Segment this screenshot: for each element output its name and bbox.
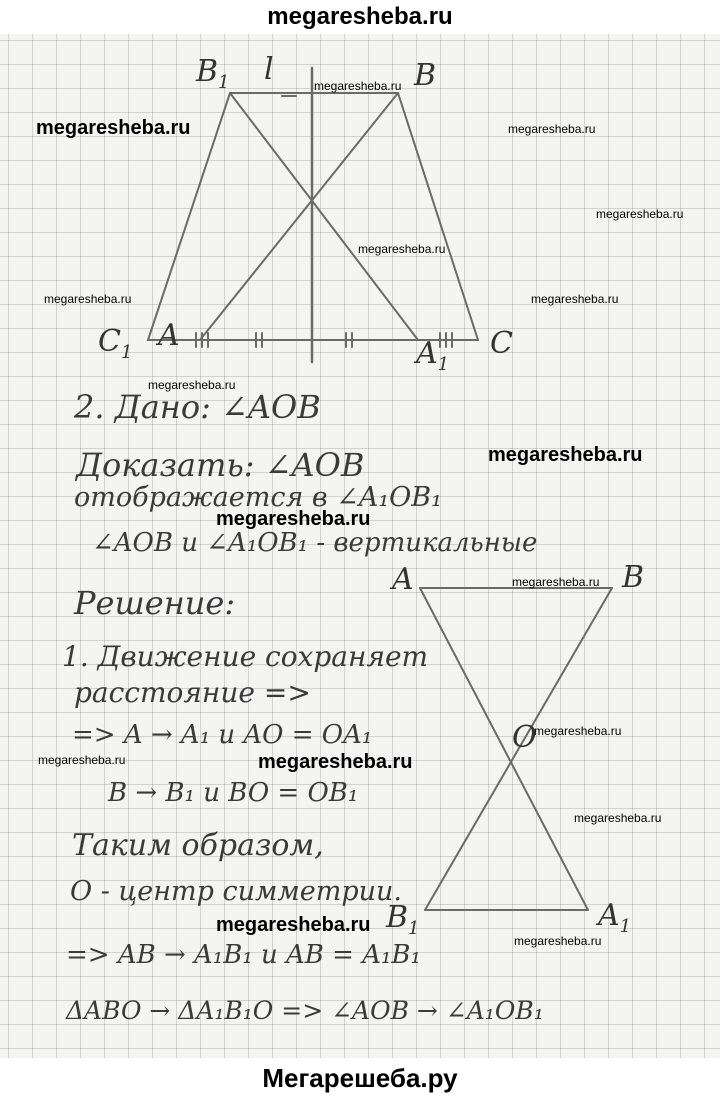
prove-line-2: отображается в ∠A₁OB₁ [74,482,442,513]
segment-b-a [200,93,398,340]
watermark: megaresheba.ru [314,79,402,93]
watermark: megaresheba.ru [512,575,600,589]
watermark: megaresheba.ru [508,122,596,136]
fig2-point-o-label: O [512,720,537,755]
footer-site-name: Мегарешеба.ру [262,1063,458,1093]
header-site-name: megaresheba.ru [267,3,453,30]
step-1a: 1. Движение сохраняет [62,640,429,673]
point-c-label: C [490,326,513,361]
conclusion-1: => AB → A₁B₁ и AB = A₁B₁ [66,940,421,970]
prove-line-1: Доказать: ∠AOB [76,446,365,484]
fig2-point-a-label: A [392,562,414,597]
point-c1-label: $C_1$ [98,324,133,363]
watermark: megaresheba.ru [596,207,684,221]
watermark: megaresheba.ru [38,753,126,767]
watermark: megaresheba.ru [358,242,446,256]
watermark: megaresheba.ru [574,811,662,825]
watermark: megaresheba.ru [258,751,413,773]
watermark: megaresheba.ru [488,444,643,466]
step-1b: расстояние => [74,676,311,709]
watermark: megaresheba.ru [44,292,132,306]
point-a1-label: $A_1$ [416,336,450,375]
fig2-point-a1-label: $A_1$ [598,898,632,937]
site-footer [0,1058,720,1099]
step-1d: B → B₁ и BO = OB₁ [108,778,359,808]
conclusion-2: ΔABO → ΔA₁B₁O => ∠AOB → ∠A₁OB₁ [66,996,544,1025]
segment-b-c [398,93,478,340]
watermark: megaresheba.ru [36,117,191,139]
point-a-label: A [158,318,180,353]
watermark: megaresheba.ru [531,292,619,306]
point-b1-label: $B_1$ [196,54,230,93]
fig2-point-b1-label: $B_1$ [386,900,420,939]
watermark: megaresheba.ru [514,934,602,948]
prove-line-3: ∠AOB и ∠A₁OB₁ - вертикальные [92,528,538,558]
watermark: megaresheba.ru [534,724,622,738]
segment-a-a1 [420,588,588,910]
center-line: O - центр симметрии. [70,876,403,907]
thus-line: Таким образом, [72,828,324,863]
watermark: megaresheba.ru [216,914,371,936]
line-l-label: l [264,52,274,87]
watermark: megaresheba.ru [216,508,371,530]
watermark: megaresheba.ru [148,378,236,392]
point-b-label: B [414,58,437,93]
step-1c: => A → A₁ и AO = OA₁ [72,720,373,750]
fig2-point-b-label: B [622,560,645,595]
given-line: 2. Дано: ∠AOB [74,388,321,426]
solution-title: Решение: [74,584,236,622]
segment-b1-a1 [230,93,418,340]
